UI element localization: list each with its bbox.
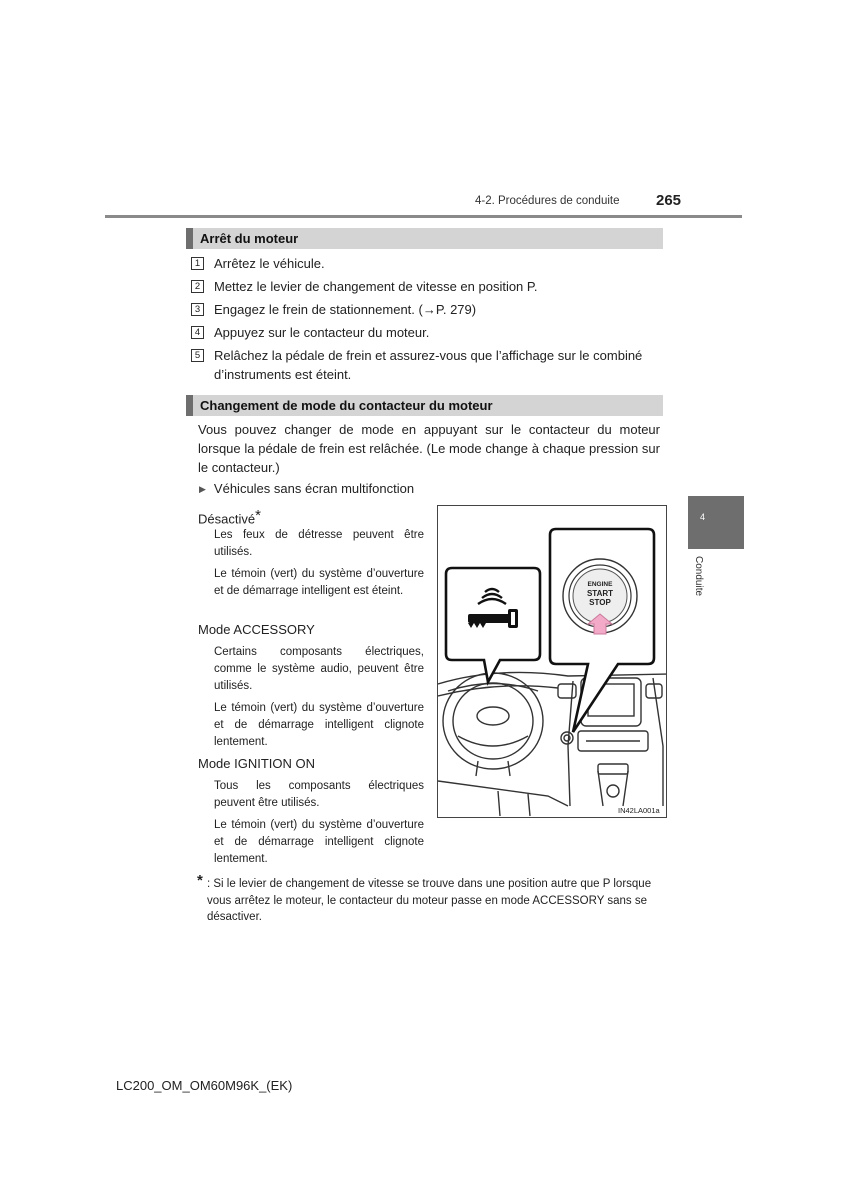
asterisk-mark: * xyxy=(255,507,261,524)
header-rule xyxy=(105,215,742,218)
bullet-item xyxy=(199,481,414,496)
footnote-asterisk: * xyxy=(197,872,203,889)
step-number: 4 xyxy=(191,326,204,339)
mode-title-ignition-on: Mode IGNITION ON xyxy=(198,756,316,771)
step-text: Mettez le levier de changement de vitesse en position P. xyxy=(214,279,538,294)
triangle-bullet-icon: ▶ xyxy=(199,484,206,494)
chapter-label: Conduite xyxy=(693,556,704,597)
button-label-start: START xyxy=(586,589,614,598)
figure-code: IN42LA001a xyxy=(618,806,660,815)
mode-description: Certains composants électriques, comme le système audio, peuvent être utilisés. xyxy=(214,646,424,692)
bullet-text: Véhicules sans écran multifonction xyxy=(213,481,415,496)
mode-description: Les feux de détresse peuvent être utilisés. xyxy=(214,529,424,558)
step-number: 2 xyxy=(191,280,204,293)
step-text: Appuyez sur le contacteur du moteur. xyxy=(214,325,430,340)
mode-description: Le témoin (vert) du système d’ouverture et de démarrage intelligent clignote lentement. xyxy=(214,702,424,748)
mode-description: Tous les composants électriques peuvent être utilisés. xyxy=(214,780,424,809)
page-number: 265 xyxy=(656,192,682,209)
mode-description: Le témoin (vert) du système d’ouverture et de démarrage intelligent est éteint. xyxy=(214,568,424,597)
dashboard-illustration xyxy=(437,505,667,818)
document-id: LC200_OM_OM60M96K_(EK) xyxy=(116,1078,293,1093)
step-text: Relâchez la pédale de frein et assurez-vous que l’affichage sur le combiné d’instruments est éteint. xyxy=(214,348,643,382)
mode-name: Désactivé xyxy=(198,511,256,527)
step-text: Engagez le frein de stationnement. (→P. 279) xyxy=(214,302,477,317)
footnote-text: : Si le levier de changement de vitesse se trouve dans une position autre que P lorsque vous arrêtez le moteur, le contacteur du moteur passe en mode ACCESSORY sans se désactiver. xyxy=(207,878,652,923)
mode-title-accessory: Mode ACCESSORY xyxy=(198,622,315,637)
mode-description: Le témoin (vert) du système d’ouverture et de démarrage intelligent clignote lentement. xyxy=(214,819,424,865)
step-number: 1 xyxy=(191,257,204,270)
section-title-mode-change: Changement de mode du contacteur du moteur xyxy=(186,395,663,416)
intro-paragraph: Vous pouvez changer de mode en appuyant sur le contacteur du moteur lorsque la pédale de frein est relâchée. (Le mode change à chaque pression sur le contacteur.) xyxy=(198,422,660,475)
step-text: Arrêtez le véhicule. xyxy=(214,256,325,271)
section-header: 4-2. Procédures de conduite xyxy=(475,195,620,207)
button-label-stop: STOP xyxy=(589,598,611,607)
chapter-number: 4 xyxy=(700,512,706,522)
mode-title-off xyxy=(198,505,261,526)
button-label-engine: ENGINE xyxy=(587,581,613,588)
dashboard-drawing xyxy=(438,506,667,818)
section-title-engine-stop: Arrêt du moteur xyxy=(186,228,663,249)
step-number: 5 xyxy=(191,349,204,362)
chapter-tab xyxy=(688,496,744,549)
step-number: 3 xyxy=(191,303,204,316)
